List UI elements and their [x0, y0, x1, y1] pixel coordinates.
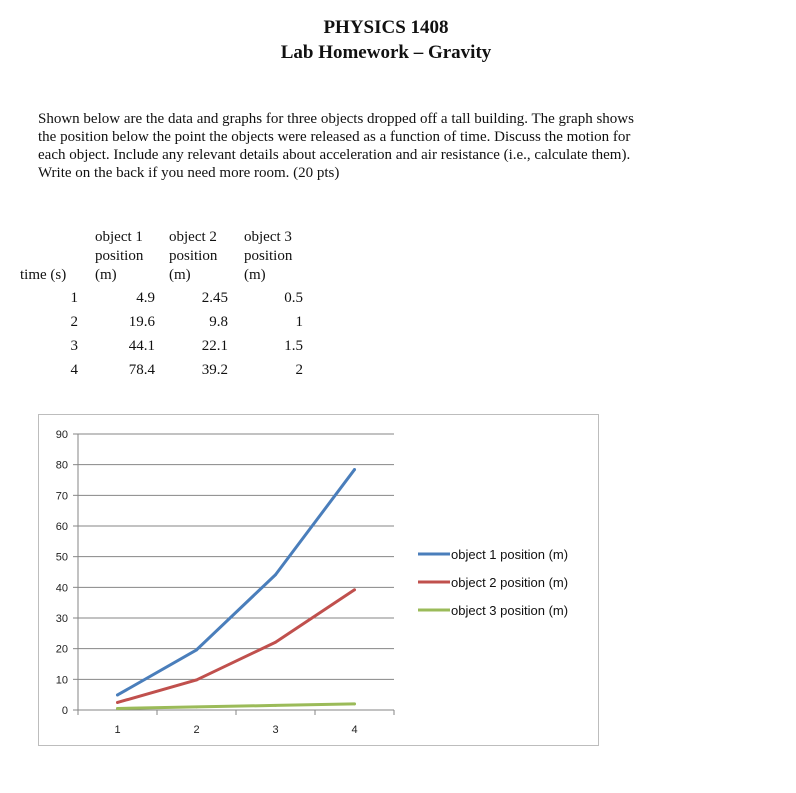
header-object-2: position — [169, 248, 218, 264]
table-cell-object-3: 2 — [295, 362, 303, 378]
header-time: time (s) — [20, 267, 67, 283]
x-tick-label: 2 — [193, 724, 200, 736]
chart-frame — [38, 414, 599, 746]
x-tick-label: 4 — [351, 724, 358, 736]
header-object-2: object 2 — [169, 229, 217, 245]
legend-label: object 3 position (m) — [451, 603, 569, 618]
table-cell-object-1: 44.1 — [128, 338, 155, 354]
y-tick-label: 50 — [55, 551, 68, 564]
header-object-3: position — [244, 248, 293, 264]
x-tick-label: 3 — [272, 724, 279, 736]
table-cell-time: 2 — [70, 314, 78, 330]
x-tick-label: 1 — [114, 724, 121, 736]
y-tick-label: 70 — [55, 490, 68, 503]
header-object-3: object 3 — [244, 229, 292, 245]
legend-label: object 1 position (m) — [451, 547, 569, 562]
instructions-paragraph — [38, 110, 758, 182]
header-object-1: object 1 — [95, 229, 143, 245]
instructions-line: Write on the back if you need more room. (20 pts) — [38, 165, 340, 181]
table-cell-object-1: 78.4 — [128, 362, 155, 378]
table-cell-object-1: 4.9 — [136, 290, 155, 306]
y-tick-label: 80 — [55, 459, 68, 472]
header-object-1: (m) — [95, 267, 117, 283]
table-cell-object-2: 39.2 — [201, 362, 228, 378]
y-tick-label: 20 — [55, 643, 68, 656]
table-cell-object-2: 9.8 — [209, 314, 228, 330]
table-cell-object-3: 1.5 — [284, 338, 303, 354]
table-cell-object-3: 1 — [295, 314, 303, 330]
table-cell-object-1: 19.6 — [128, 314, 155, 330]
table-cell-time: 3 — [70, 338, 78, 354]
header-object-3: (m) — [244, 267, 266, 283]
y-tick-label: 60 — [55, 521, 68, 533]
table-cell-object-2: 22.1 — [201, 338, 228, 354]
y-tick-label: 30 — [55, 613, 68, 625]
y-tick-label: 40 — [55, 582, 68, 595]
instructions-line: Shown below are the data and graphs for three objects dropped off a tall building. The graph shows — [38, 111, 634, 127]
y-tick-label: 0 — [61, 705, 68, 717]
page-subtitle: Lab Homework – Gravity — [280, 42, 492, 63]
page-title: PHYSICS 1408 — [323, 17, 449, 38]
table-cell-time: 1 — [70, 290, 78, 306]
header-object-2: (m) — [169, 267, 191, 283]
table-cell-object-2: 2.45 — [201, 290, 228, 306]
y-tick-label: 90 — [55, 429, 68, 441]
instructions-line: each object. Include any relevant details about acceleration and air resistance (i.e., calculate them). — [38, 147, 631, 163]
table-cell-object-3: 0.5 — [284, 290, 303, 306]
table-cell-time: 4 — [70, 362, 78, 378]
legend-label: object 2 position (m) — [451, 575, 569, 590]
y-tick-label: 10 — [55, 674, 68, 687]
instructions-line: the position below the point the objects were released as a function of time. Discuss the motion for — [38, 129, 631, 145]
header-object-1: position — [95, 248, 144, 264]
